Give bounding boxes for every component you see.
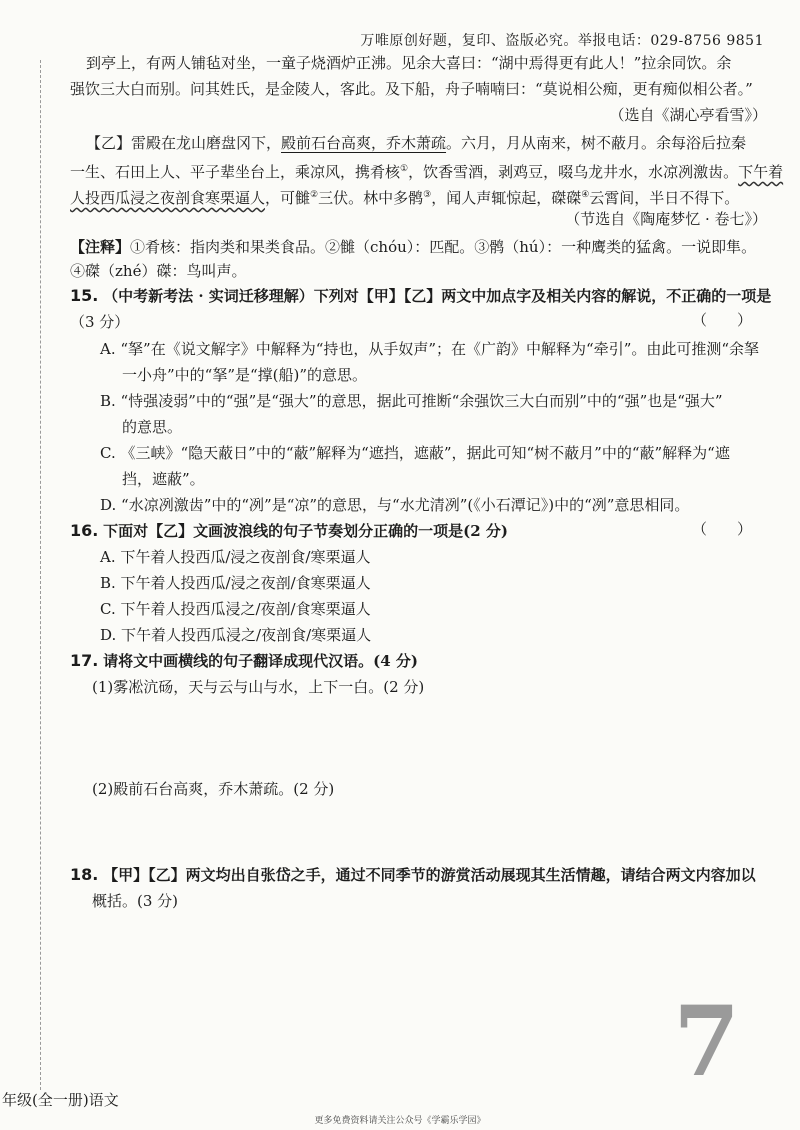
question-18-answer-area[interactable]	[92, 916, 762, 986]
annotations-line-1: 【注释】①肴核：指肉类和果类食品。②雠（chóu）：匹配。③鹘（hú）：一种鹰类的猛禽。一说即隼。	[70, 238, 757, 256]
question-18-stem-line-2: 概括。(3 分)	[92, 892, 179, 910]
yi-text-line-3: 人投西瓜浸之夜剖食寒栗逼人，可雠②三伏。林中多鹘③，闻人声辄惊起，磔磔④云霄间，半日不得下。	[70, 189, 740, 207]
jia-source: （选自《湖心亭看雪》）	[609, 106, 767, 124]
page-number: 7	[673, 985, 740, 1098]
question-17-stem: 17. 请将文中画横线的句子翻译成现代汉语。(4 分)	[70, 651, 418, 670]
footer-grade-subject: 年级(全一册)语文	[2, 1091, 119, 1109]
yi-text-line-1: 【乙】雷殿在龙山磨盘冈下，殿前石台高爽，乔木萧疏。六月，月从南来，树不蔽月。余每浴后拉秦	[86, 134, 747, 152]
footer-promo-text: 更多免费资料请关注公众号《学霸乐学园》	[314, 1116, 486, 1126]
jia-text-line-1: 到亭上，有两人铺毡对坐，一童子烧酒炉正沸。见余大喜曰：“湖中焉得更有此人！”拉余同饮。余	[86, 54, 732, 72]
question-17-sub-1: (1)雾凇沆砀，天与云与山与水，上下一白。(2 分)	[92, 678, 425, 696]
question-15-option-b-line-2: 的意思。	[122, 418, 183, 436]
question-15-stem: 15. （中考新考法 · 实词迁移理解）下列对【甲】【乙】两文中加点字及相关内容的解说，不正确的一项是	[70, 286, 772, 305]
jia-text-line-2: 强饮三大白而别。问其姓氏，是金陵人，客此。及下船，舟子喃喃曰：“莫说相公痴，更有痴似相公者。”	[70, 80, 753, 98]
question-15-option-d: D. “水凉冽激齿”中的“冽”是“凉”的意思，与“水尤清冽”(《小石潭记》)中的“冽”意思相同。	[100, 496, 690, 514]
annotations-line-2: ④磔（zhé）磔：鸟叫声。	[70, 262, 247, 280]
question-16-option-b: B. 下午着人投西瓜/浸之夜剖/食寒栗逼人	[100, 574, 371, 592]
question-17-sub-2: (2)殿前石台高爽，乔木萧疏。(2 分)	[92, 780, 335, 798]
question-15-option-c-line-1: C. 《三峡》“隐天蔽日”中的“蔽”解释为“遮挡，遮蔽”，据此可知“树不蔽月”中的“蔽”解释为“遮	[100, 444, 730, 462]
question-16-stem: 16. 下面对【乙】文画波浪线的句子节奏划分正确的一项是(2 分)	[70, 521, 508, 540]
question-18-stem-line-1: 18. 【甲】【乙】两文均出自张岱之手，通过不同季节的游赏活动展现其生活情趣，请结合两文内容加以	[70, 865, 756, 884]
underlined-sentence: 殿前石台高爽，乔木萧疏	[281, 134, 447, 152]
question-17-sub-1-answer-area[interactable]	[92, 700, 762, 760]
wavy-sentence-part-2: 人投西瓜浸之夜剖食寒栗逼人	[70, 189, 266, 207]
question-16-option-c: C. 下午着人投西瓜浸之/夜剖/食寒栗逼人	[100, 600, 371, 618]
question-16-option-a: A. 下午着人投西瓜/浸之夜剖食/寒栗逼人	[100, 548, 371, 566]
annotations-label: 【注释】	[70, 238, 131, 256]
yi-text-line-2: 一生、石田上人、平子辈坐台上，乘凉风，携肴核①，饮香雪酒，剥鸡豆，啜乌龙井水，水凉冽激齿。下午着	[70, 163, 784, 181]
question-15-answer-bracket[interactable]: （ ）	[691, 311, 752, 329]
question-15-option-a-line-1: A. “拏”在《说文解字》中解释为“持也，从手奴声”；在《广韵》中解释为“牵引”。由此可推测“余拏	[100, 340, 760, 358]
question-16-option-d: D. 下午着人投西瓜浸之/夜剖食/寒栗逼人	[100, 626, 372, 644]
question-15-score: （3 分）	[70, 313, 130, 331]
binding-margin-line	[40, 60, 41, 1090]
question-15-option-b-line-1: B. “恃强凌弱”中的“强”是“强大”的意思，据此可推断“余强饮三大白而别”中的“强”也是“强大”	[100, 392, 723, 410]
question-15-option-a-line-2: 一小舟”中的“拏”是“撑(船)”的意思。	[122, 366, 368, 384]
question-16-answer-bracket[interactable]: （ ）	[691, 520, 752, 538]
copyright-notice: 万唯原创好题，复印、盗版必究。举报电话：029-8756 9851	[360, 33, 764, 49]
yi-source: （节选自《陶庵梦忆 · 卷七》）	[565, 210, 767, 228]
question-17-sub-2-answer-area[interactable]	[92, 802, 762, 852]
question-15-option-c-line-2: 挡，遮蔽”。	[122, 470, 205, 488]
wavy-sentence-part-1: 下午着	[738, 163, 784, 181]
